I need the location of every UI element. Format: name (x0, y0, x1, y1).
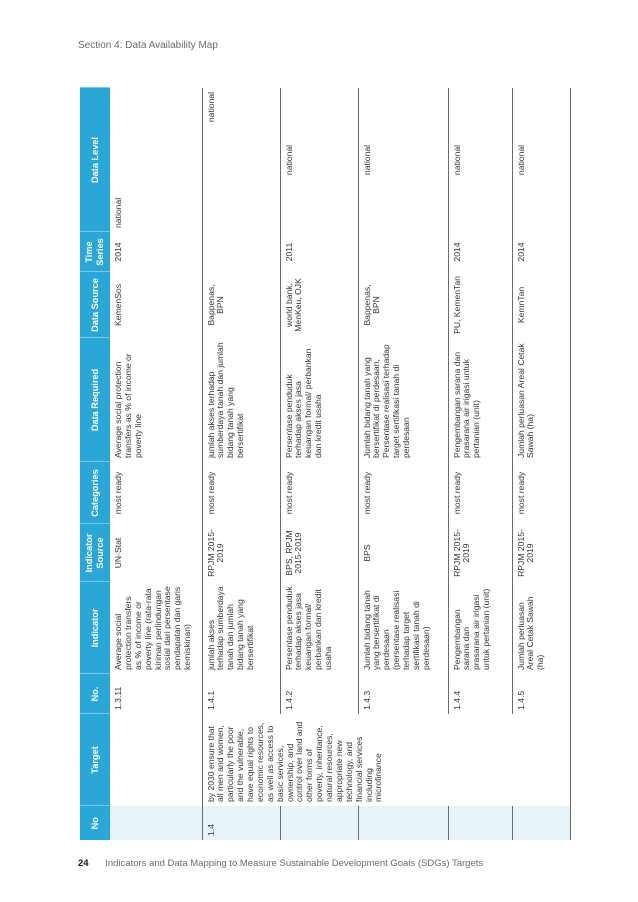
cell-data-source: PU, KemenTan (448, 272, 512, 338)
cell-data-source: KemnTan (512, 272, 570, 338)
cell-data-source: world bank, MenKeu, OJK (280, 272, 358, 338)
cell-data-required: jumlah akses terhadap sumberdaya tanah dan jumlah bidang tanah yang bersertifikat (202, 338, 280, 462)
cell-indicator-source: RPJM 2015-2019 (202, 524, 280, 582)
cell-indicator: Jumlah perluasan Areal Cetak Sawah (ha) (512, 582, 570, 674)
rotated-table-inner (80, 88, 545, 840)
page-number: 24 (78, 858, 89, 869)
cell-indicator-source: UN-Stat (110, 524, 202, 582)
cell-data-source: Bappenas, BPN (202, 272, 280, 338)
cell-category: most ready (512, 462, 570, 524)
cell-indicator-source: BPS, RPJM 2015-2019 (280, 524, 358, 582)
cell-no (358, 806, 448, 840)
cell-no (448, 806, 512, 840)
table-row (202, 88, 280, 840)
cell-time-series (358, 232, 448, 272)
cell-num: 1.4.4 (448, 674, 512, 714)
cell-indicator: Jumlah bidang tanah yang bersertifikat di perdesaan (persentase realisasi terhadap target sertifikasi tanah di perdesaan) (358, 582, 448, 674)
cell-indicator: Pengembangan sarana dan prasarana air irigasi untuk pertanian (unit) (448, 582, 512, 674)
cell-data-level: national (512, 88, 570, 232)
cell-time-series: 2014 (512, 232, 570, 272)
cell-category: most ready (358, 462, 448, 524)
cell-data-required: Jumlah perluasan Areal Cetak Sawah (ha) (512, 338, 570, 462)
section-header: Section 4: Data Availability Map (78, 40, 218, 51)
cell-data-required: Pengembangan sarana dan prasarana air irigasi untuk pertanian (unit) (448, 338, 512, 462)
cell-category: most ready (280, 462, 358, 524)
cell-num: 1.4.2 (280, 674, 358, 714)
cell-indicator: jumlah akses terhadap sumberdaya tanah dan jumlah bidang tanah yang bersertifikat (202, 582, 280, 674)
cell-data-level: national (448, 88, 512, 232)
cell-target: by 2030 ensure that all men and women, particularly the poor and the vulnerable, have equal rights to economic resources, as well as access to basic services, ownership, and control over land and other forms of poverty, inheritance, natural resources, appropriate new technology, and financial services including microfinance (202, 714, 570, 806)
table-header-row (80, 88, 110, 840)
cell-indicator-source: BPS (358, 524, 448, 582)
col-header-indicator: Indicator (80, 582, 110, 674)
cell-num: 1.4.5 (512, 674, 570, 714)
cell-no (280, 806, 358, 840)
col-header-indicator-source: Indicator Source (80, 524, 110, 582)
table-row (110, 88, 202, 840)
col-header-num: No. (80, 674, 110, 714)
rotated-table-frame (80, 88, 545, 840)
cell-no (110, 806, 202, 840)
cell-data-source: Bappenas, BPN (358, 272, 448, 338)
cell-data-required: Average social protection transfers as % of income or poverty line (110, 338, 202, 462)
footer-title: Indicators and Data Mapping to Measure Sustainable Development Goals (SDGs) Targets (105, 858, 484, 869)
col-header-categories: Categories (80, 462, 110, 524)
col-header-data-level: Data Level (80, 88, 110, 232)
cell-data-level: national (110, 88, 202, 232)
cell-data-required: Jumlah bidang tanah yang bersertifikat di perdesaan, Persentase realisasi terhadap target sertifikasi tanah di perdesaan (358, 338, 448, 462)
cell-data-source: KemenSos (110, 272, 202, 338)
cell-indicator: Persentase penduduk terhadap akses jasa keuangan formal/ perbankan dan kredit usaha (280, 582, 358, 674)
cell-time-series: 2014 (110, 232, 202, 272)
cell-num: 1.4.3 (358, 674, 448, 714)
cell-no (512, 806, 570, 840)
data-availability-table (80, 88, 571, 841)
cell-indicator-source: RPJM 2015-2019 (512, 524, 570, 582)
cell-category: most ready (110, 462, 202, 524)
page-footer (78, 858, 483, 869)
cell-category: most ready (202, 462, 280, 524)
col-header-time-series: Time Series (80, 232, 110, 272)
col-header-data-required: Data Required (80, 338, 110, 462)
cell-time-series: 2011 (280, 232, 358, 272)
cell-target (110, 714, 202, 806)
cell-data-level: national (202, 88, 280, 232)
cell-num: 1.3.11 (110, 674, 202, 714)
col-header-data-source: Data Source (80, 272, 110, 338)
col-header-no: No (80, 806, 110, 840)
cell-num: 1.4.1 (202, 674, 280, 714)
cell-indicator: Average social protection transfers as % of income or poverty line (rata-rata kiriman perlindungan sosial dari persentase pendapatan dan garis kemiskinan) (110, 582, 202, 674)
cell-time-series (202, 232, 280, 272)
col-header-target: Target (80, 714, 110, 806)
cell-data-level: national (280, 88, 358, 232)
cell-data-required: Persentase penduduk terhadap akses jasa keuangan formal/ perbankan dan kredit usaha (280, 338, 358, 462)
cell-indicator-source: RPJM 2015-2019 (448, 524, 512, 582)
cell-data-level: national (358, 88, 448, 232)
cell-time-series: 2014 (448, 232, 512, 272)
cell-category: most ready (448, 462, 512, 524)
cell-no: 1.4 (202, 806, 280, 840)
